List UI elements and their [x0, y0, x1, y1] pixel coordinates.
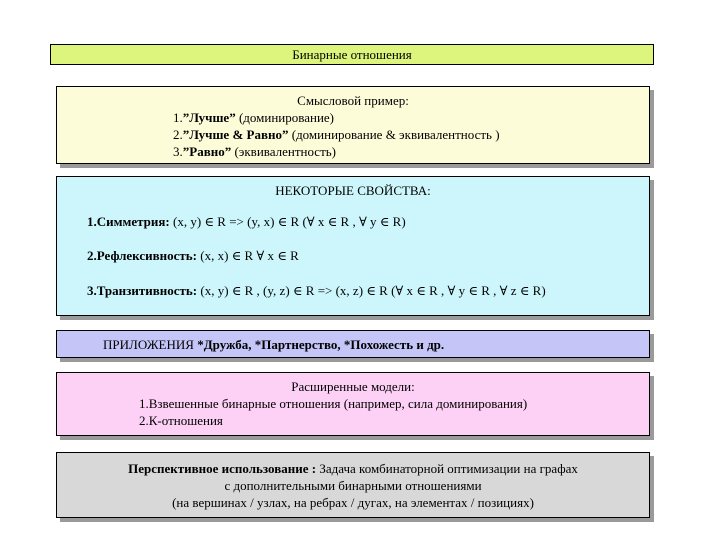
property-reflexivity: 2.Рефлексивность: (x, x) ∈ R ∀ x ∈ R: [87, 248, 299, 263]
property-transitivity: 3.Транзитивность: (x, y) ∈ R , (y, z) ∈ R => (x, z) ∈ R (∀ x ∈ R , ∀ y ∈ R , ∀ z ∈ R): [87, 283, 546, 298]
properties-box: [56, 176, 650, 316]
property-symmetry: 1.Симметрия: (x, y) ∈ R => (y, x) ∈ R (∀ x ∈ R , ∀ y ∈ R): [87, 214, 406, 229]
future-box: [56, 452, 650, 518]
future-line-3: (на вершинах / узлах, на ребрах / дугах, на элементах / позициях): [172, 495, 534, 510]
example-item-2: 2.”Лучше & Равно” (доминирование & эквивалентность ): [173, 127, 500, 142]
applications-box: [56, 330, 650, 358]
page-title-text: Бинарные отношения: [292, 47, 412, 62]
models-heading: Расширенные модели:: [291, 379, 415, 394]
example-item-3: 3.”Равно” (эквивалентность): [173, 144, 337, 159]
example-box: [56, 86, 650, 164]
models-box: [56, 372, 650, 436]
future-line-1: Перспективное использование : Задача комбинаторной оптимизации на графах: [128, 461, 578, 476]
page-title: [50, 44, 654, 65]
model-item-1: 1.Взвешенные бинарные отношения (например, сила доминирования): [139, 396, 528, 411]
example-heading: Смысловой пример:: [297, 93, 409, 108]
example-item-1: 1.”Лучше” (доминирование): [173, 110, 334, 125]
applications-line: ПРИЛОЖЕНИЯ *Дружба, *Партнерство, *Похожесть и др.: [103, 337, 445, 352]
future-line-2: с дополнительными бинарными отношениями: [224, 478, 482, 493]
properties-heading: НЕКОТОРЫЕ СВОЙСТВА:: [275, 183, 431, 198]
model-item-2: 2.К-отношения: [139, 413, 223, 428]
